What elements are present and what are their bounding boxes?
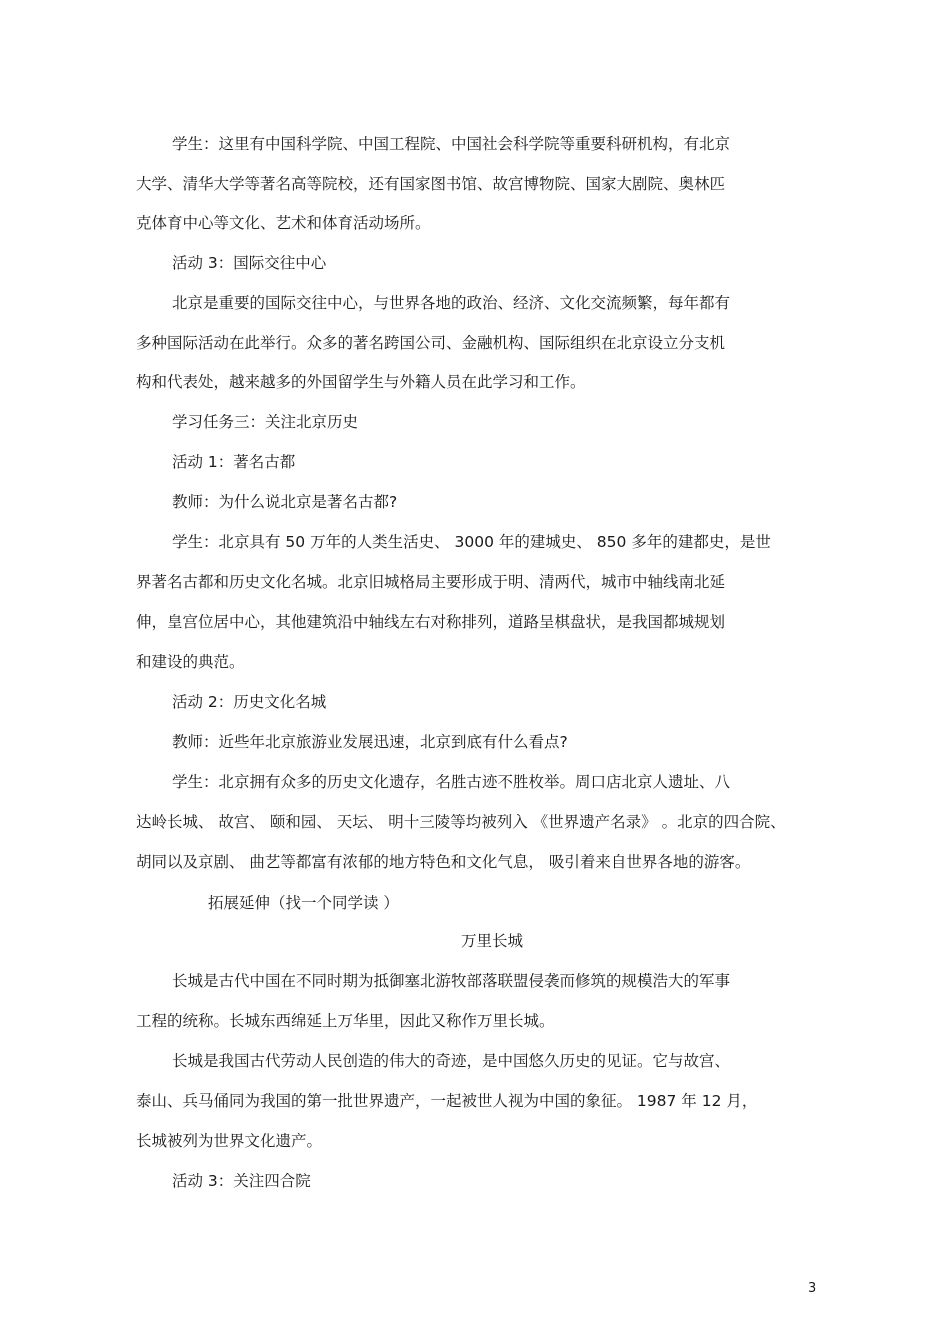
page-number: 3 — [808, 1281, 817, 1296]
paragraph-line: 北京是重要的国际交往中心，与世界各地的政治、经济、文化交流频繁，每年都有 — [172, 294, 731, 312]
paragraph-line: 伸，皇宫位居中心，其他建筑沿中轴线左右对称排列，道路呈棋盘状，是我国都城规划 — [136, 613, 726, 631]
section-title: 万里长城 — [461, 932, 524, 950]
paragraph-line: 长城被列为世界文化遗产。 — [136, 1132, 323, 1150]
paragraph-line: 泰山、兵马俑同为我国的第一批世界遗产，一起被世人视为中国的象征。 1987 年 12 月， — [136, 1092, 758, 1110]
extension-heading: 拓展延伸（找一个同学读 ） — [208, 894, 399, 912]
paragraph-line: 构和代表处，越来越多的外国留学生与外籍人员在此学习和工作。 — [136, 373, 586, 391]
paragraph-line: 大学、清华大学等著名高等院校，还有国家图书馆、故宫博物院、国家大剧院、奥林匹 — [136, 175, 726, 193]
paragraph-line: 学生：北京拥有众多的历史文化遗存，名胜古迹不胜枚举。周口店北京人遗址、八 — [172, 773, 731, 791]
paragraph-line: 界著名古都和历史文化名城。北京旧城格局主要形成于明、清两代，城市中轴线南北延 — [136, 573, 726, 591]
paragraph-line: 学生：北京具有 50 万年的人类生活史、 3000 年的建城史、 850 多年的建都史，是世 — [172, 533, 771, 551]
teacher-question: 教师：近些年北京旅游业发展迅速，北京到底有什么看点? — [172, 733, 568, 751]
activity-heading: 活动 3：国际交往中心 — [172, 254, 327, 272]
activity-heading: 活动 1：著名古都 — [172, 453, 296, 471]
paragraph-line: 长城是我国古代劳动人民创造的伟大的奇迹，是中国悠久历史的见证。它与故宫、 — [172, 1052, 731, 1070]
activity-heading: 活动 2：历史文化名城 — [172, 693, 327, 711]
paragraph-line: 多种国际活动在此举行。众多的著名跨国公司、金融机构、国际组织在北京设立分支机 — [136, 334, 726, 352]
paragraph-line: 工程的统称。长城东西绵延上万华里，因此又称作万里长城。 — [136, 1012, 555, 1030]
paragraph-line: 达岭长城、 故宫、 颐和园、 天坛、 明十三陵等均被列入 《世界遗产名录》 。北京的四合院、 — [136, 813, 786, 831]
activity-heading: 活动 3：关注四合院 — [172, 1172, 311, 1190]
paragraph-line: 克体育中心等文化、艺术和体育活动场所。 — [136, 214, 431, 232]
paragraph-line: 和建设的典范。 — [136, 653, 245, 671]
paragraph-line: 学生：这里有中国科学院、中国工程院、中国社会科学院等重要科研机构，有北京 — [172, 135, 731, 153]
teacher-question: 教师：为什么说北京是著名古都? — [172, 493, 398, 511]
task-heading: 学习任务三：关注北京历史 — [172, 413, 359, 431]
paragraph-line: 胡同以及京剧、 曲艺等都富有浓郁的地方特色和文化气息， 吸引着来自世界各地的游客。 — [136, 853, 751, 871]
paragraph-line: 长城是古代中国在不同时期为抵御塞北游牧部落联盟侵袭而修筑的规模浩大的军事 — [172, 972, 731, 990]
